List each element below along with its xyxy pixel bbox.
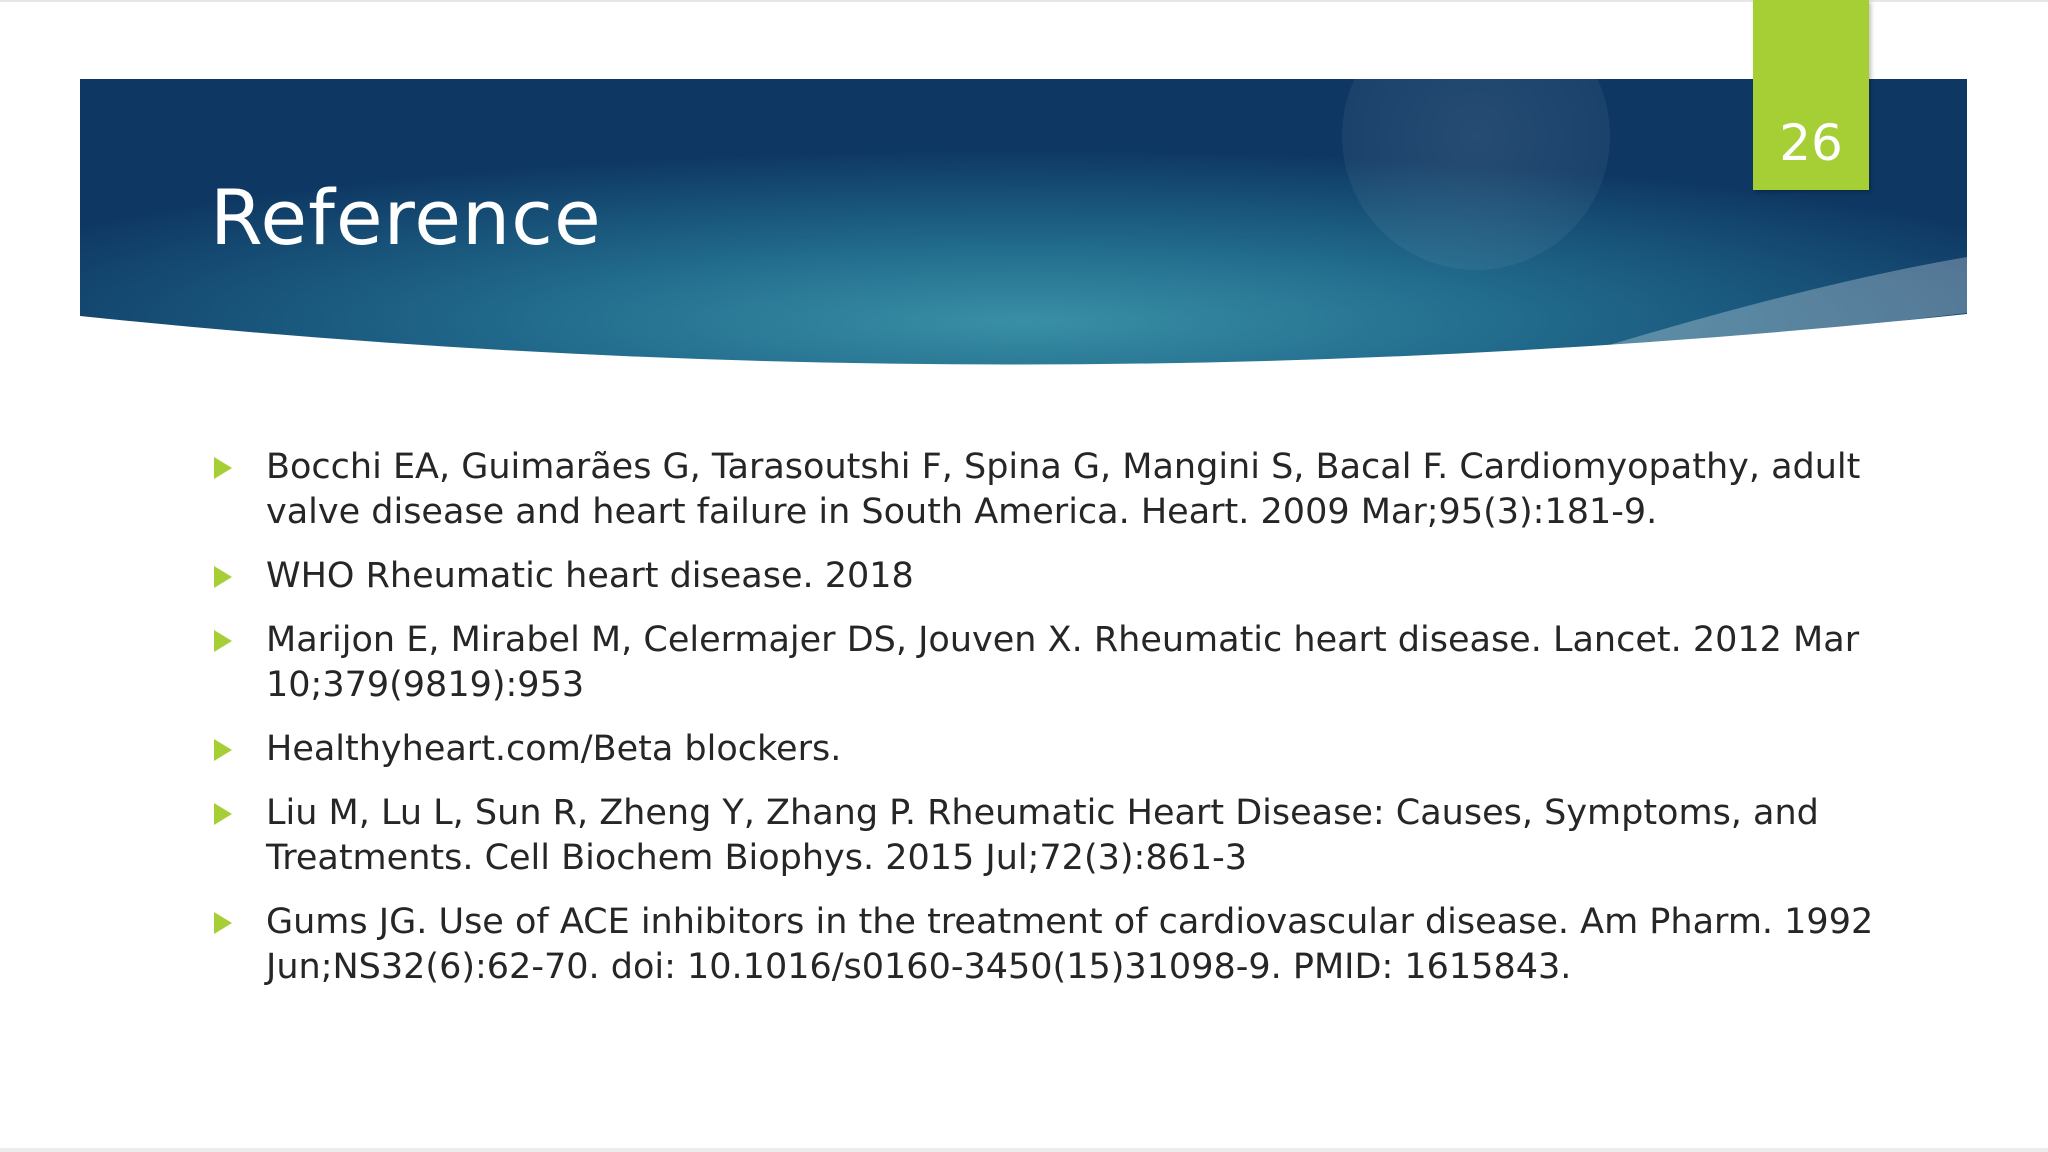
- triangle-bullet-icon: [214, 457, 232, 479]
- page-number: 26: [1779, 114, 1843, 172]
- reference-item: [210, 791, 1930, 881]
- reference-item: [210, 554, 1930, 599]
- page-number-tab: [1753, 0, 1869, 190]
- triangle-bullet-icon: [214, 630, 232, 652]
- slide-title: Reference: [210, 173, 602, 262]
- reference-text: Healthyheart.com/Beta blockers.: [266, 729, 842, 769]
- reference-text: Gums JG. Use of ACE inhibitors in the treatment of cardiovascular disease. Am Pharm. 1992 Jun;NS32(6):62-70. doi: 10.1016/s0160-3450(15)31098-9. PMID: 1615843.: [266, 902, 1874, 987]
- reference-text: Bocchi EA, Guimarães G, Tarasoutshi F, Spina G, Mangini S, Bacal F. Cardiomyopathy, adult valve disease and heart failure in South America. Heart. 2009 Mar;95(3):181-9.: [266, 447, 1861, 532]
- reference-item: [210, 727, 1930, 772]
- reference-text: WHO Rheumatic heart disease. 2018: [266, 556, 914, 596]
- reference-text: Liu M, Lu L, Sun R, Zheng Y, Zhang P. Rheumatic Heart Disease: Causes, Symptoms, and Treatments. Cell Biochem Biophys. 2015 Jul;72(3):861-3: [266, 793, 1819, 878]
- reference-list: [210, 445, 1930, 1009]
- triangle-bullet-icon: [214, 566, 232, 588]
- bottom-border: [0, 1148, 2048, 1152]
- triangle-bullet-icon: [214, 912, 232, 934]
- reference-item: [210, 900, 1930, 990]
- reference-item: [210, 618, 1930, 708]
- triangle-bullet-icon: [214, 803, 232, 825]
- triangle-bullet-icon: [214, 739, 232, 761]
- top-border: [0, 0, 2048, 2]
- reference-text: Marijon E, Mirabel M, Celermajer DS, Jouven X. Rheumatic heart disease. Lancet. 2012 Mar 10;379(9819):953: [266, 620, 1860, 705]
- reference-item: [210, 445, 1930, 535]
